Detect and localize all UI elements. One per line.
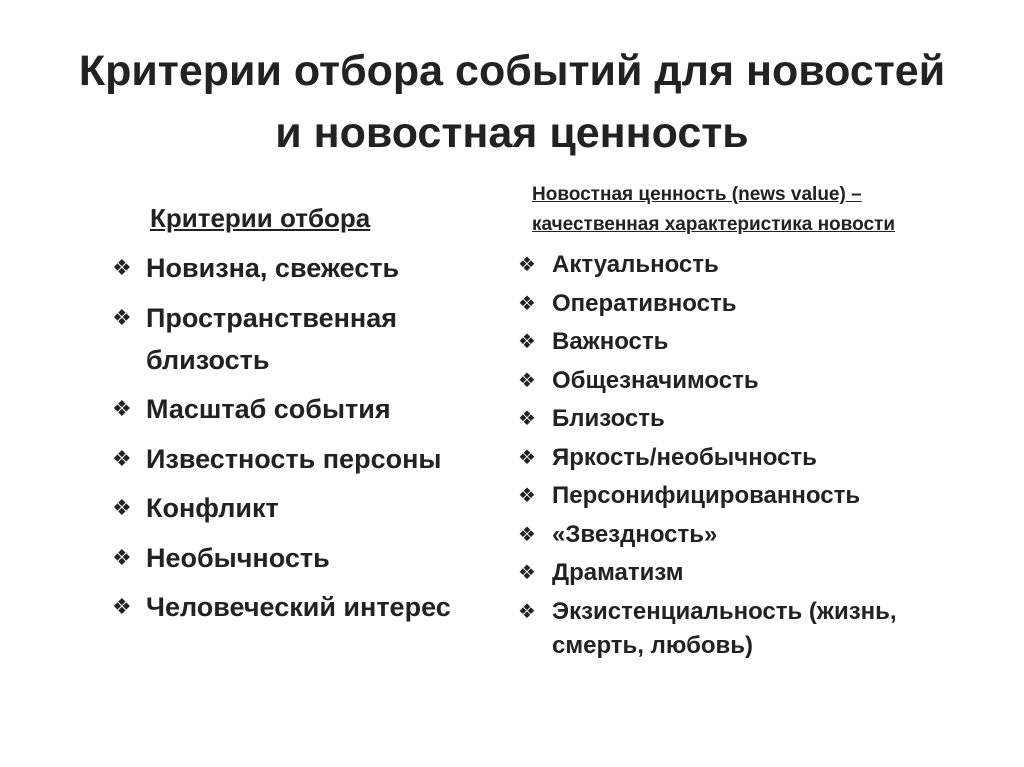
diamond-bullet-icon: ❖ — [112, 594, 132, 619]
diamond-bullet-icon: ❖ — [518, 446, 536, 469]
diamond-bullet-icon: ❖ — [518, 369, 536, 392]
list-item — [518, 364, 988, 398]
list-item — [112, 487, 502, 529]
list-item — [112, 438, 502, 480]
list-item-label: Человеческий интерес — [146, 592, 451, 622]
list-item — [518, 325, 988, 359]
list-item-label: Конфликт — [146, 493, 279, 523]
news-value-heading-line-2: качественная характеристика новости — [532, 214, 896, 235]
diamond-bullet-icon: ❖ — [518, 331, 536, 353]
diamond-bullet-icon: ❖ — [518, 292, 536, 315]
list-item — [112, 586, 502, 628]
list-item-label: Общезначимость — [552, 366, 759, 394]
news-value-heading-line-1: Новостная ценность (news value) – — [532, 184, 862, 205]
list-item — [518, 518, 988, 552]
list-item-label: Экзистенциальность (жизнь, смерть, любовь) — [552, 597, 897, 659]
list-item — [112, 537, 502, 579]
diamond-bullet-icon: ❖ — [112, 304, 132, 330]
diamond-bullet-icon: ❖ — [112, 495, 132, 520]
news-value-heading — [532, 180, 988, 240]
slide-title — [40, 40, 984, 164]
diamond-bullet-icon: ❖ — [112, 445, 132, 471]
diamond-bullet-icon: ❖ — [518, 254, 536, 276]
selection-criteria-column — [112, 198, 502, 636]
list-item-label: Масштаб события — [146, 394, 391, 424]
diamond-bullet-icon: ❖ — [518, 562, 536, 584]
diamond-bullet-icon: ❖ — [518, 408, 536, 430]
list-item — [112, 297, 502, 381]
news-value-column — [518, 180, 988, 667]
diamond-bullet-icon: ❖ — [112, 396, 132, 421]
list-item — [518, 287, 988, 321]
list-item-label: Оперативность — [552, 289, 737, 317]
list-item-label: Известность персоны — [146, 443, 442, 474]
list-item-label: Новизна, свежесть — [146, 253, 400, 283]
list-item-label: Важность — [552, 328, 669, 355]
selection-criteria-list — [112, 247, 502, 628]
diamond-bullet-icon: ❖ — [112, 544, 132, 570]
diamond-bullet-icon: ❖ — [518, 485, 536, 507]
diamond-bullet-icon: ❖ — [518, 600, 536, 623]
slide-title-line-2: и новостная ценность — [275, 109, 749, 157]
list-item — [112, 388, 502, 430]
list-item — [518, 248, 988, 282]
list-item-label: Необычность — [146, 542, 330, 573]
diamond-bullet-icon: ❖ — [518, 523, 536, 546]
list-item-label: Драматизм — [552, 559, 684, 586]
list-item-label: «Звездность» — [552, 520, 718, 548]
list-item-label: Пространственная близость — [146, 302, 397, 375]
list-item — [518, 479, 988, 513]
news-value-list — [518, 248, 988, 663]
diamond-bullet-icon: ❖ — [112, 255, 132, 280]
list-item — [518, 595, 988, 663]
selection-criteria-heading: Критерии отбора — [150, 203, 371, 233]
list-item-label: Персонифицированность — [552, 482, 861, 509]
list-item-label: Актуальность — [552, 251, 719, 278]
list-item — [518, 402, 988, 436]
list-item — [112, 247, 502, 289]
slide-title-line-1: Критерии отбора событий для новостей — [78, 47, 946, 95]
list-item-label: Близость — [552, 405, 665, 432]
list-item — [518, 441, 988, 475]
list-item — [518, 556, 988, 590]
list-item-label: Яркость/необычность — [552, 443, 817, 471]
